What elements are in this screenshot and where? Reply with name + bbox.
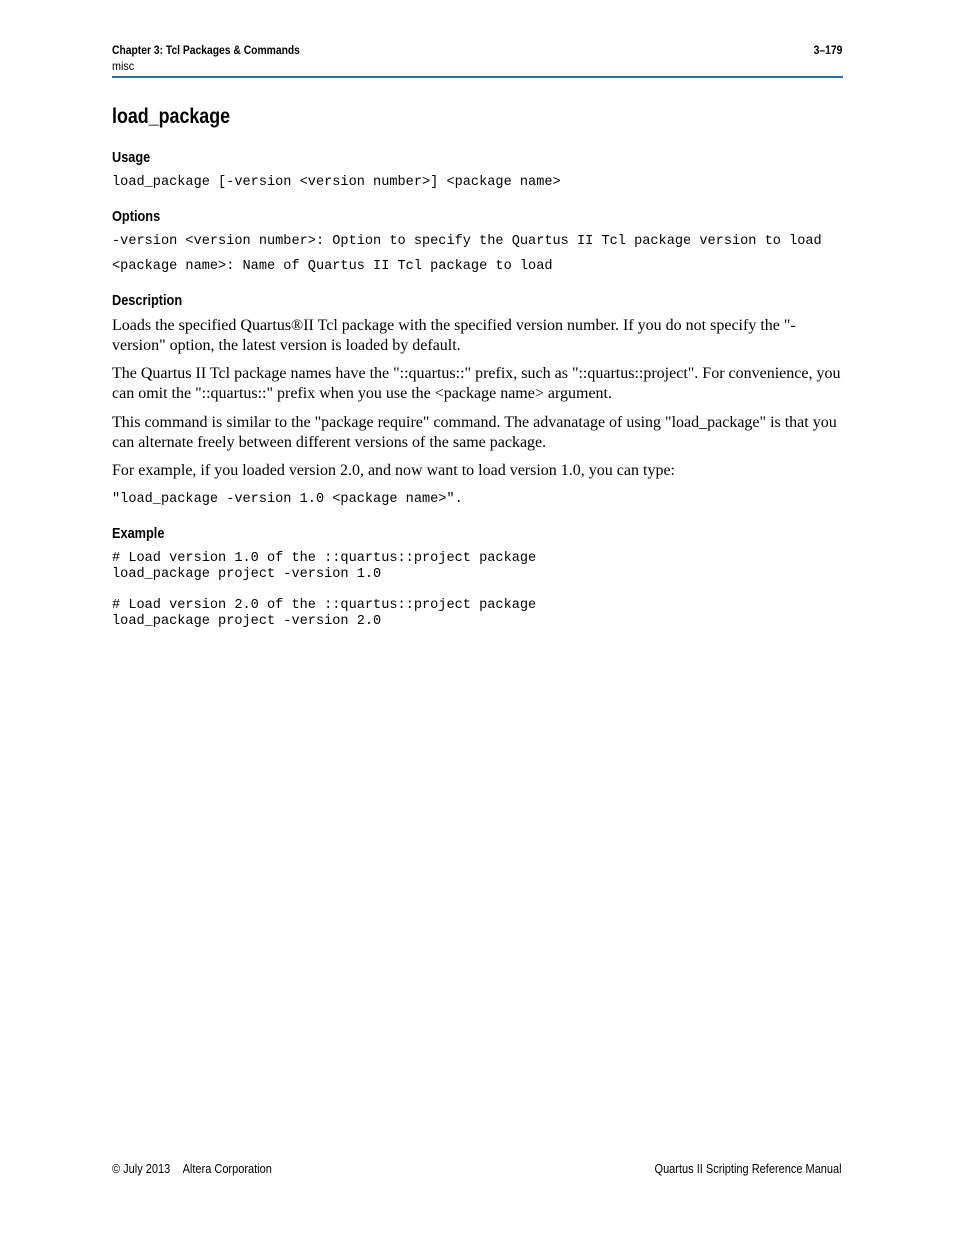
options-heading: Options (112, 208, 161, 225)
header-subsection: misc (112, 59, 135, 73)
description-paragraph: The Quartus II Tcl package names have the "::quartus::" prefix, such as "::quartus::project". For convenience, you can omit the "::quartus::" prefix when you use the <package name> argument. (112, 365, 841, 402)
page-title: load_package (112, 105, 231, 128)
example-code-block: # Load version 1.0 of the ::quartus::project package load_package project -version 1.0 (112, 551, 537, 582)
footer-date: © July 2013 (112, 1162, 171, 1176)
description-heading: Description (112, 292, 183, 309)
header-chapter: Chapter 3: Tcl Packages & Commands (112, 43, 300, 57)
header-page-number: 3–179 (813, 43, 842, 57)
usage-heading: Usage (112, 149, 151, 166)
header-divider (112, 76, 843, 78)
description-paragraph: This command is similar to the "package require" command. The advanatage of using "load_package" is that you can alternate freely between different versions of the same package. (112, 414, 837, 451)
example-heading: Example (112, 525, 165, 542)
option-item-version: -version <version number>: Option to specify the Quartus II Tcl package version to load (112, 234, 822, 249)
footer-manual-title: Quartus II Scripting Reference Manual (654, 1162, 842, 1176)
description-paragraph: For example, if you loaded version 2.0, and now want to load version 1.0, you can type: (112, 462, 675, 479)
footer-left (112, 1162, 284, 1176)
footer-company: Altera Corporation (182, 1162, 272, 1176)
example-code-block: # Load version 2.0 of the ::quartus::project package load_package project -version 2.0 (112, 598, 537, 629)
usage-code: load_package [-version <version number>] <package name> (112, 175, 561, 190)
option-item-package-name: <package name>: Name of Quartus II Tcl package to load (112, 259, 553, 274)
description-paragraph: Loads the specified Quartus®II Tcl package with the specified version number. If you do not specify the "-version" option, the latest version is loaded by default. (112, 317, 796, 354)
description-code: "load_package -version 1.0 <package name>". (112, 492, 463, 507)
